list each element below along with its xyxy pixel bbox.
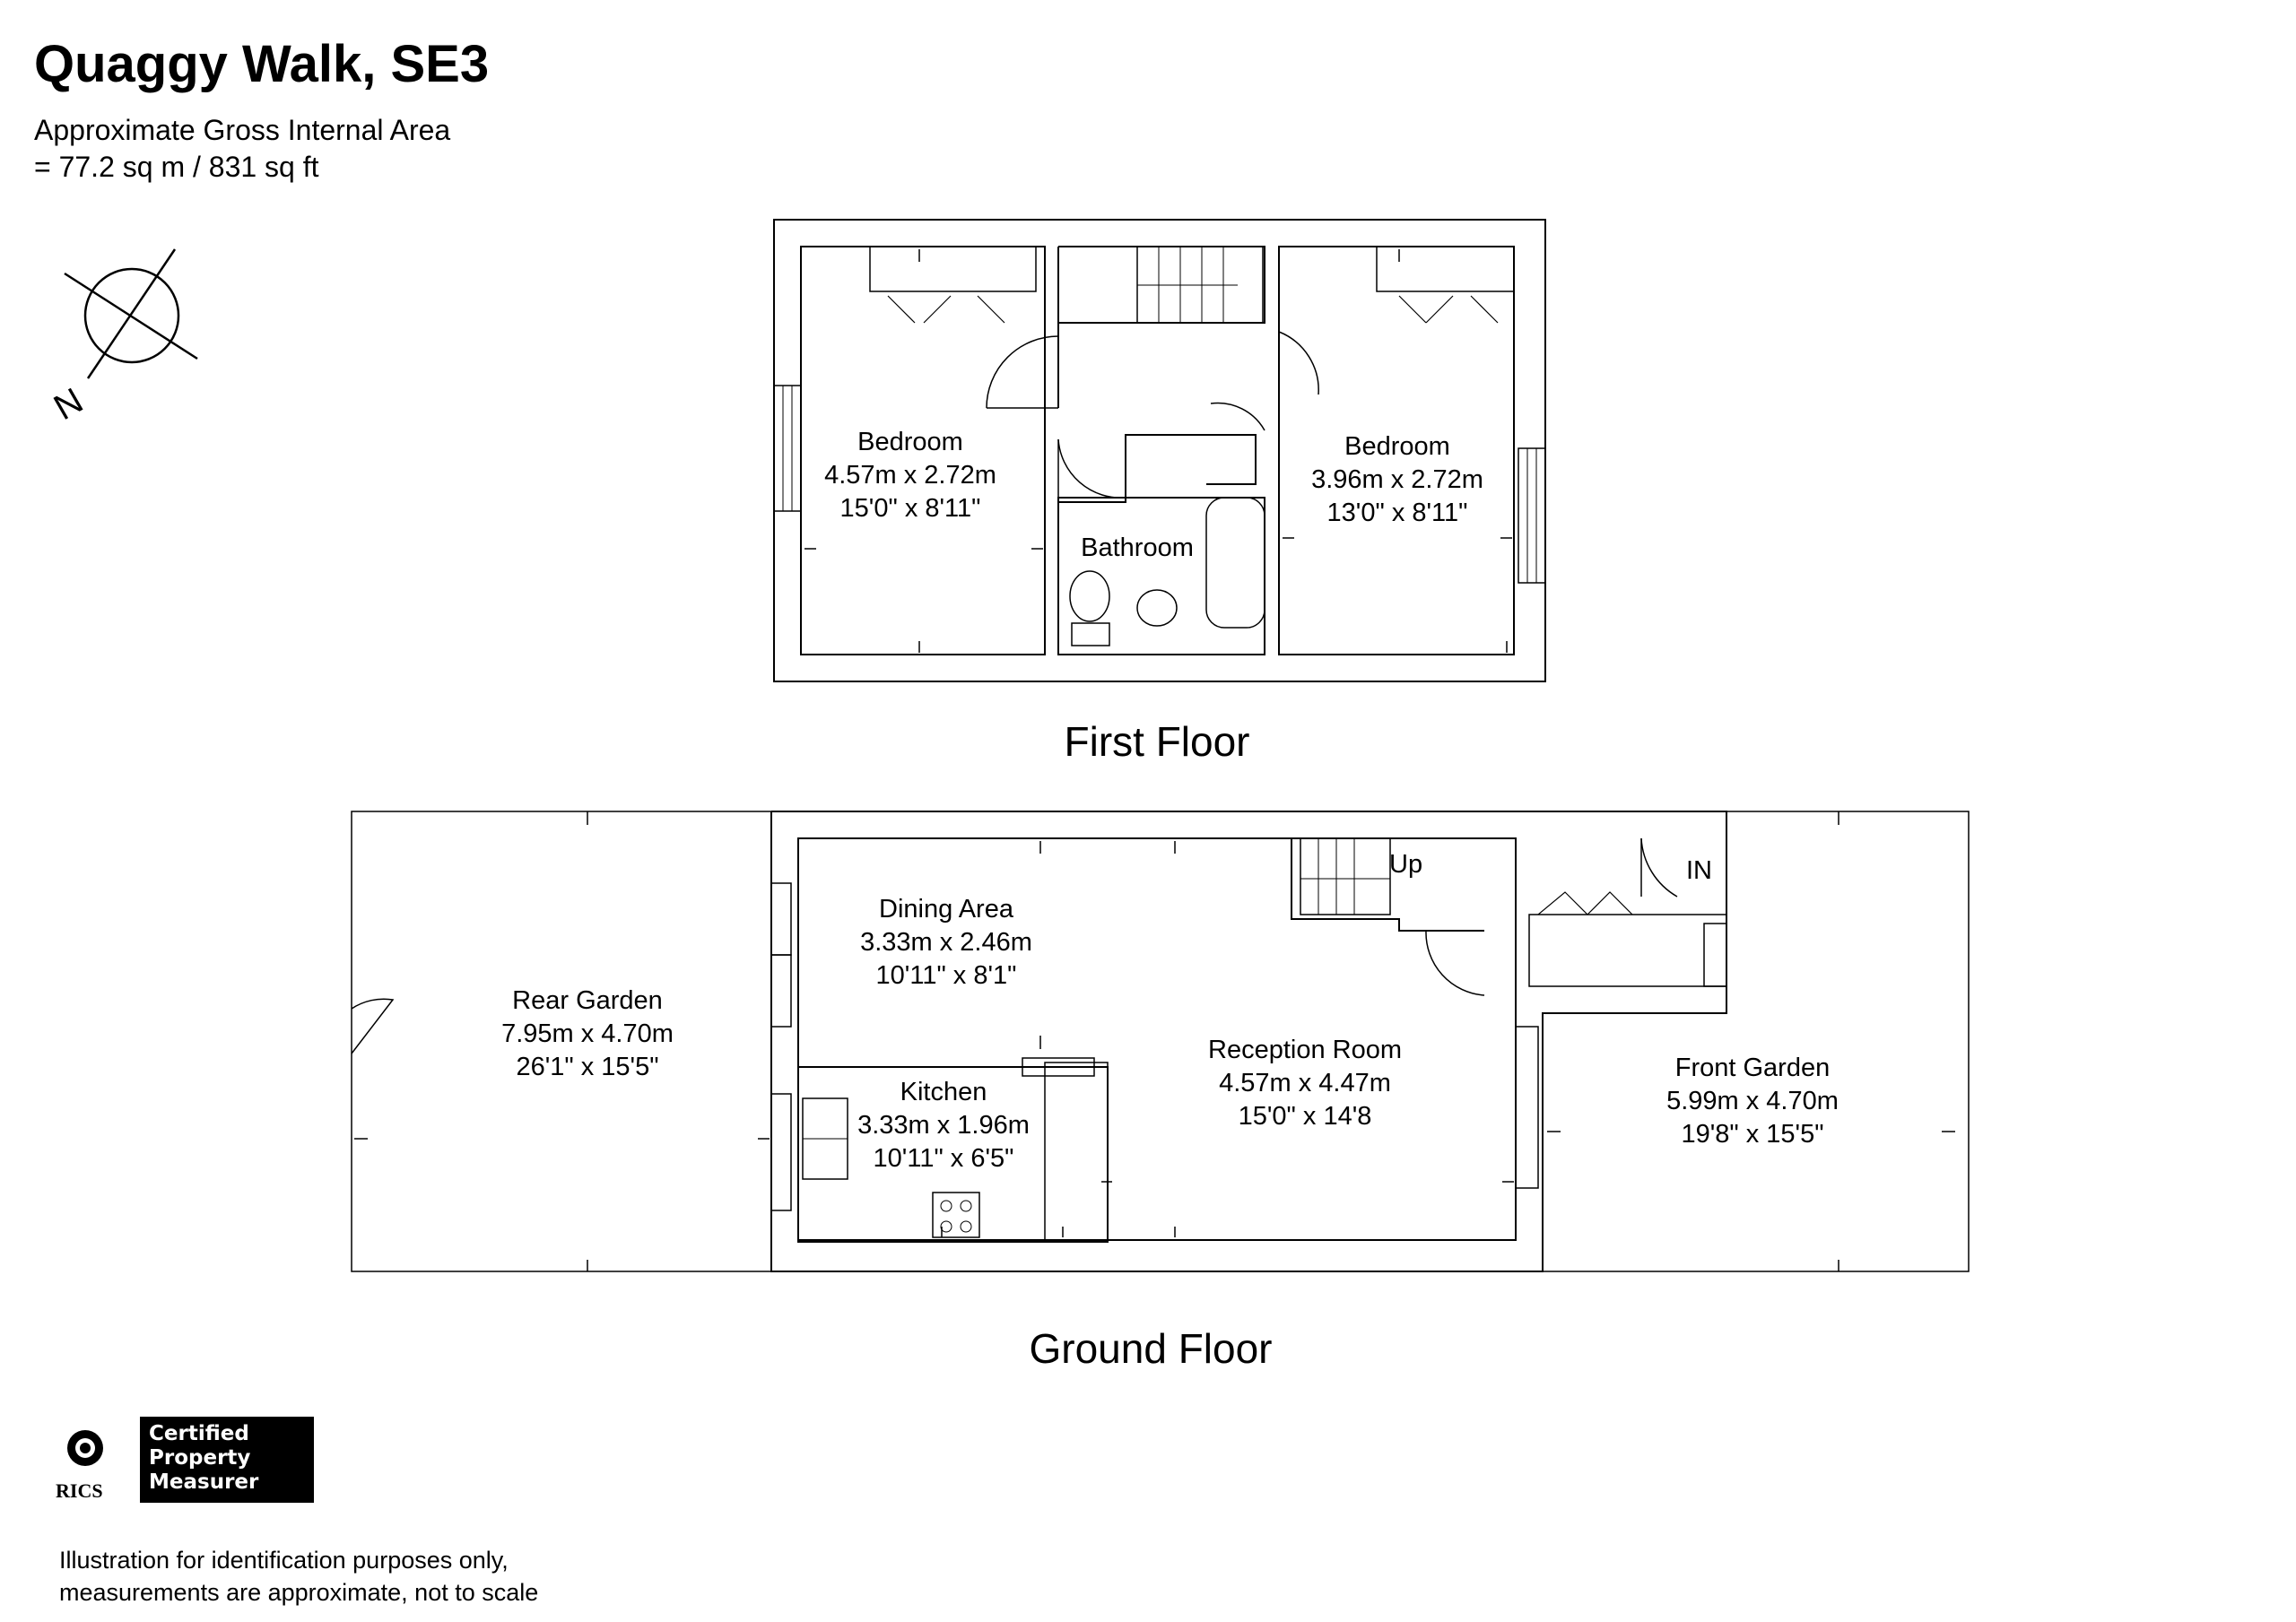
rics-wordmark: RICS: [56, 1479, 103, 1502]
disclaimer: [59, 1544, 538, 1609]
ff-room-metric: 4.57m x 2.72m: [824, 461, 996, 490]
gf-room-metric: 5.99m x 4.70m: [1666, 1087, 1839, 1115]
disclaimer-line: measurements are approximate, not to scale: [59, 1579, 539, 1606]
badge-line: Property: [149, 1446, 251, 1470]
rics-lion-icon: [63, 1426, 108, 1470]
ff-room-metric: 3.96m x 2.72m: [1311, 465, 1483, 494]
gf-room-metric: 7.95m x 4.70m: [501, 1019, 674, 1048]
certified-measurer-box: [140, 1417, 314, 1503]
gf-room-name: Rear Garden: [512, 986, 663, 1015]
compass-north-icon: [48, 249, 197, 428]
ff-room-imperial: 15'0" x 8'11": [839, 494, 981, 523]
gf-room-metric: 4.57m x 4.47m: [1219, 1069, 1391, 1097]
rics-logo: [56, 1426, 115, 1503]
entrance-label: IN: [1686, 856, 1712, 885]
stairs-label: Up: [1389, 850, 1423, 879]
gf-room-name: Dining Area: [879, 895, 1013, 924]
badge-line: Certified: [149, 1422, 249, 1445]
gf-room-imperial: 26'1" x 15'5": [516, 1053, 659, 1081]
ff-room-imperial: 13'0" x 8'11": [1326, 499, 1468, 527]
gf-room-name: Reception Room: [1208, 1036, 1402, 1064]
floor-label: Ground Floor: [1029, 1325, 1273, 1372]
badge-line: Measurer: [149, 1470, 259, 1494]
gf-room-imperial: 15'0" x 14'8: [1238, 1102, 1372, 1131]
gf-room-name: Kitchen: [900, 1078, 987, 1106]
gf-room-metric: 3.33m x 2.46m: [860, 928, 1032, 957]
gf-room-imperial: 10'11" x 8'1": [875, 961, 1017, 990]
ff-room-name: Bedroom: [857, 428, 963, 456]
rics-certified-badge: [56, 1417, 314, 1503]
gross-area-value: = 77.2 sq m / 831 sq ft: [34, 151, 319, 183]
page-title: Quaggy Walk, SE3: [34, 35, 490, 93]
gf-room-imperial: 10'11" x 6'5": [873, 1144, 1014, 1173]
compass-label: N: [47, 380, 90, 429]
disclaimer-line: Illustration for identification purposes only,: [59, 1547, 509, 1574]
gf-room-name: Front Garden: [1674, 1054, 1831, 1082]
ff-room-name: Bedroom: [1344, 432, 1450, 461]
floor-label: First Floor: [1064, 718, 1250, 765]
gf-room-metric: 3.33m x 1.96m: [857, 1111, 1030, 1140]
gf-room-imperial: 19'8" x 15'5": [1681, 1120, 1824, 1149]
gross-area-label: Approximate Gross Internal Area: [34, 114, 451, 146]
ff-room-name: Bathroom: [1081, 533, 1194, 562]
